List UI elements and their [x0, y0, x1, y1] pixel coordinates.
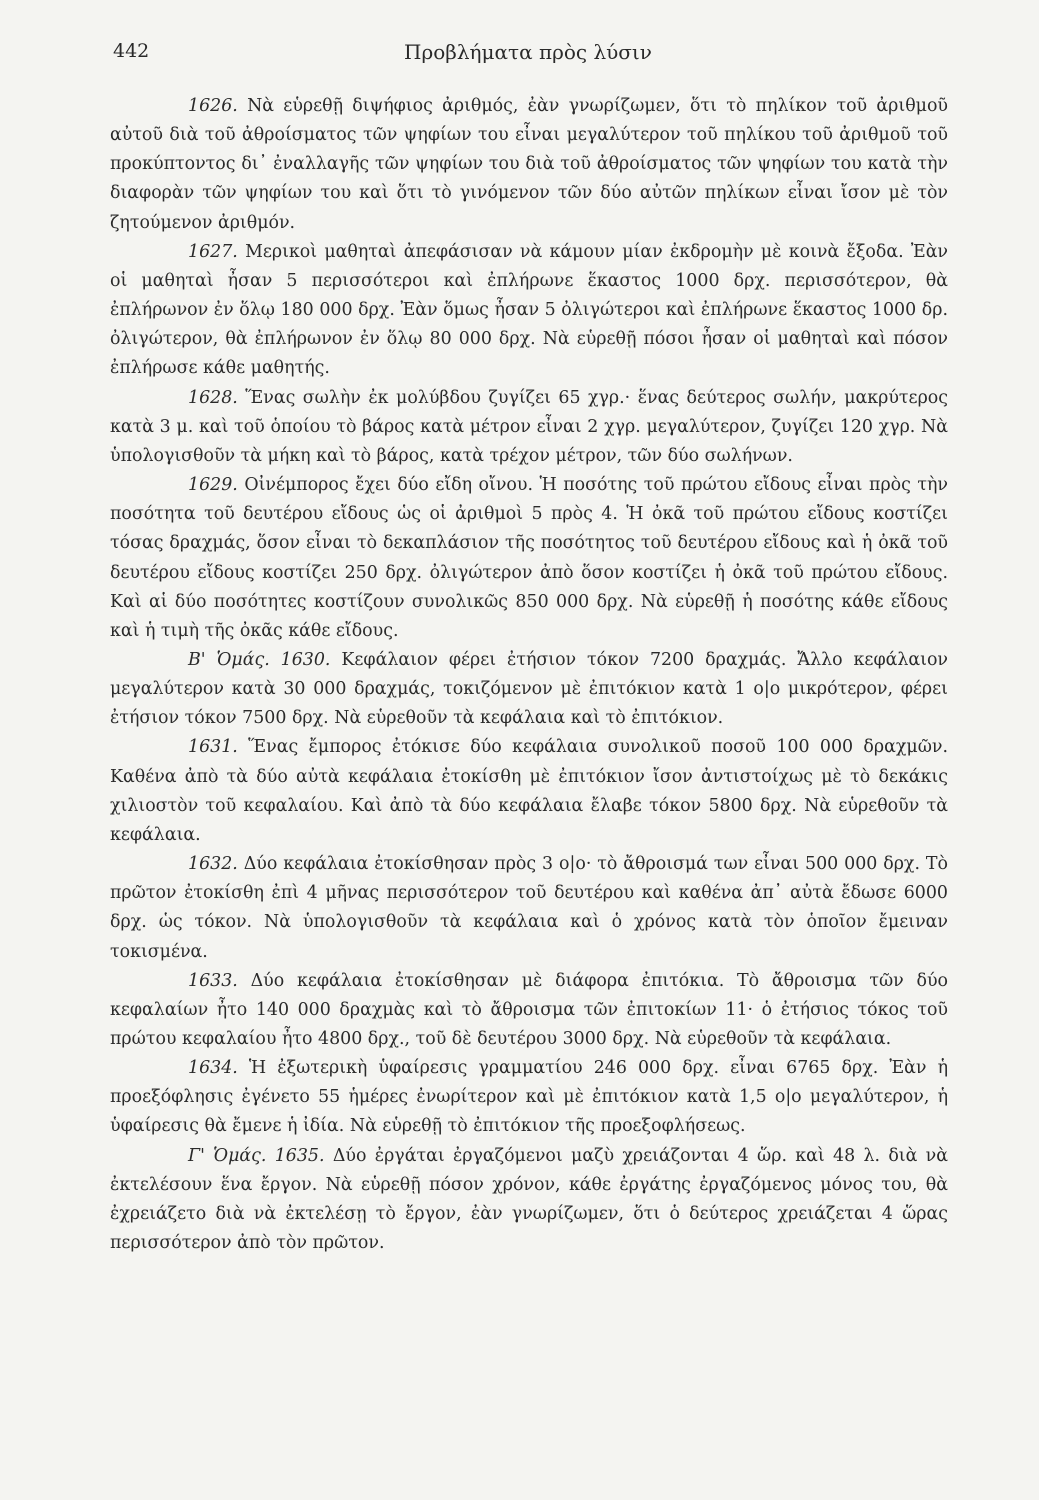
page-number: 442: [113, 40, 150, 62]
problem-number: 1626.: [188, 96, 238, 116]
problem-number: 1631.: [188, 737, 238, 758]
problem-number: 1627.: [188, 241, 238, 262]
problem-text: Νὰ εὑρεθῇ διψήφιος ἀριθμός, ἐὰν γνωρίζωμεν, ὅτι τὸ πηλίκον τοῦ ἀριθμοῦ αὐτοῦ διὰ τοῦ ἀθροίσματος τῶν ψηφίων του εἶναι μεγαλύτερον τοῦ πηλίκου τοῦ ἀριθμοῦ τοῦ προκύπτοντος δι᾽ ἐναλλαγῆς τῶν ψηφίων του διὰ τοῦ ἀθροίσματος τῶν ψηφίων του κατὰ τὴν διαφορὰν τῶν ψηφίων του καὶ ὅτι τὸ γινόμενον τῶν δύο αὐτῶν πηλίκων εἶναι ἴσον μὲ τὸν ζητούμενον ἀριθμόν.: [110, 96, 949, 233]
group-label: Γ' Ὁμάς.: [188, 1145, 267, 1166]
problem-text: Δύο κεφάλαια ἐτοκίσθησαν μὲ διάφορα ἐπιτόκια. Τὸ ἄθροισμα τῶν δύο κεφαλαίων ἦτο 140 000 δραχμὰς καὶ τὸ ἄθροισμα τῶν ἐπιτοκίων 11· ὁ ἐτήσιος τόκος τοῦ πρώτου κεφαλαίου ἦτο 4800 δρχ., τοῦ δὲ δευτέρου 3000 δρχ. Νὰ εὑρεθοῦν τὰ κεφάλαια.: [110, 970, 948, 1049]
problem-text: Ἕνας ἔμπορος ἐτόκισε δύο κεφάλαια συνολικοῦ ποσοῦ 100 000 δραχμῶν. Καθένα ἀπὸ τὰ δύο αὐτὰ κεφάλαια ἐτοκίσθη μὲ ἐπιτόκιον ἴσον ἀντιστοίχως μὲ τὸ δεκάκις χιλιοστὸν τοῦ κεφαλαίου. Καὶ ἀπὸ τὰ δύο κεφάλαια ἔλαβε τόκον 5800 δρχ. Νὰ εὑρεθοῦν τὰ κεφάλαια.: [110, 737, 948, 845]
problem-1632: [110, 850, 948, 967]
problem-1631: [110, 733, 948, 850]
problem-number: 1630.: [280, 649, 331, 670]
problem-1629: [110, 471, 948, 646]
problem-text: Οἰνέμπορος ἔχει δύο εἴδη οἴνου. Ἡ ποσότης τοῦ πρώτου εἴδους εἶναι πρὸς τὴν ποσότητα τοῦ δευτέρου εἴδους ὡς οἱ ἀριθμοὶ 5 πρὸς 4. Ἡ ὀκᾶ τοῦ πρώτου εἴδους κοστίζει τόσας δραχμάς, ὅσον εἶναι τὸ δεκαπλάσιον τῆς ποσότητος τοῦ δευτέρου εἴδους καὶ ἡ ὀκᾶ τοῦ δευτέρου εἴδους κοστίζει 250 δρχ. ὀλιγώτερον ἀπὸ ὅσον κοστίζει ἡ ὀκᾶ τοῦ πρώτου εἴδους. Καὶ αἱ δύο ποσότητες κοστίζουν συνολικῶς 850 000 δρχ. Νὰ εὑρεθῇ ἡ ποσότης κάθε εἴδους καὶ ἡ τιμὴ τῆς ὀκᾶς κάθε εἴδους.: [110, 475, 948, 641]
problem-1635: [110, 1142, 948, 1259]
problem-1633: [110, 967, 948, 1054]
running-title: Προβλήματα πρὸς λύσιν: [404, 40, 652, 64]
problem-text: Μερικοὶ μαθηταὶ ἀπεφάσισαν νὰ κάμουν μίαν ἐκδρομὴν μὲ κοινὰ ἔξοδα. Ἐὰν οἱ μαθηταὶ ἦσαν 5 περισσότεροι καὶ ἐπλήρωνε ἕκαστος 1000 δρχ. περισσότερον, θὰ ἐπλήρωνον ἐν ὅλῳ 180 000 δρχ. Ἐὰν ὅμως ἦσαν 5 ὀλιγώτεροι καὶ ἐπλήρωνε ἕκαστος 1000 δρ. ὀλιγώτερον, θὰ ἐπλήρωνον ἐν ὅλῳ 80 000 δρχ. Νὰ εὑρεθῇ πόσοι ἦσαν οἱ μαθηταὶ καὶ πόσον ἐπλήρωσε κάθε μαθητής.: [110, 241, 949, 379]
problem-number: 1634.: [188, 1058, 238, 1079]
problem-number: 1632.: [188, 854, 238, 875]
problem-number: 1635.: [274, 1145, 325, 1166]
problem-1628: [110, 384, 948, 471]
problem-number: 1629.: [188, 475, 238, 496]
problem-number: 1633.: [188, 970, 238, 991]
problem-1634: [110, 1054, 948, 1141]
problem-text: Κεφάλαιον φέρει ἐτήσιον τόκον 7200 δραχμάς. Ἄλλο κεφάλαιον μεγαλύτερον κατὰ 30 000 δραχμάς, τοκιζόμενον μὲ ἐπιτόκιον κατὰ 1 ο|ο μικρότερον, φέρει ἐτήσιον τόκον 7500 δρχ. Νὰ εὑρεθοῦν τὰ κεφάλαια καὶ τὸ ἐπιτόκιον.: [110, 649, 948, 729]
group-label: Β' Ὁμάς.: [188, 649, 270, 670]
problems-text: [110, 92, 948, 1258]
problem-text: Ἕνας σωλὴν ἐκ μολύβδου ζυγίζει 65 χγρ.· ἕνας δεύτερος σωλήν, μακρύτερος κατὰ 3 μ. καὶ τοῦ ὁποίου τὸ βάρος κατὰ μέτρον εἶναι 2 χγρ. μεγαλύτερον, ζυγίζει 120 χγρ. Νὰ ὑπολογισθοῦν τὰ μήκη καὶ τὸ βάρος, κατὰ τρέχον μέτρον, τῶν δύο σωλήνων.: [110, 387, 949, 466]
problem-text: Δύο ἐργάται ἐργαζόμενοι μαζὺ χρειάζονται 4 ὥρ. καὶ 48 λ. διὰ νὰ ἐκτελέσουν ἕνα ἔργον. Νὰ εὑρεθῇ πόσον χρόνον, κάθε ἐργάτης ἐργαζόμενος μόνος του, θὰ ἐχρειάζετο διὰ νὰ ἐκτελέσῃ τὸ ἔργον, ἐὰν γνωρίζωμεν, ὅτι ὁ δεύτερος χρειάζεται 4 ὥρας περισσότερον ἀπὸ τὸν πρῶτον.: [110, 1145, 948, 1254]
problem-text: Δύο κεφάλαια ἐτοκίσθησαν πρὸς 3 ο|ο· τὸ ἄθροισμά των εἶναι 500 000 δρχ. Τὸ πρῶτον ἐτοκίσθη ἐπὶ 4 μῆνας περισσότερον τοῦ δευτέρου καὶ καθένα ἀπ᾽ αὐτὰ ἔδωσε 6000 δρχ. ὡς τόκον. Νὰ ὑπολογισθοῦν τὰ κεφάλαια καὶ ὁ χρόνος κατὰ τὸν ὁποῖον ἔμειναν τοκισμένα.: [110, 854, 948, 962]
problem-1626: [110, 92, 948, 238]
problem-number: 1628.: [188, 387, 238, 408]
problem-1627: [110, 238, 948, 384]
problem-text: Ἡ ἐξωτερικὴ ὑφαίρεσις γραμματίου 246 000 δρχ. εἶναι 6765 δρχ. Ἐὰν ἡ προεξόφλησις ἐγένετο 55 ἡμέρες ἐνωρίτερον καὶ μὲ ἐπιτόκιον κατὰ 1,5 ο|ο μεγαλύτερον, ἡ ὑφαίρεσις θὰ ἔμενε ἡ ἰδία. Νὰ εὑρεθῇ τὸ ἐπιτόκιον τῆς προεξοφλήσεως.: [110, 1058, 948, 1137]
page-header: [113, 40, 943, 72]
problem-1630: [110, 646, 948, 733]
